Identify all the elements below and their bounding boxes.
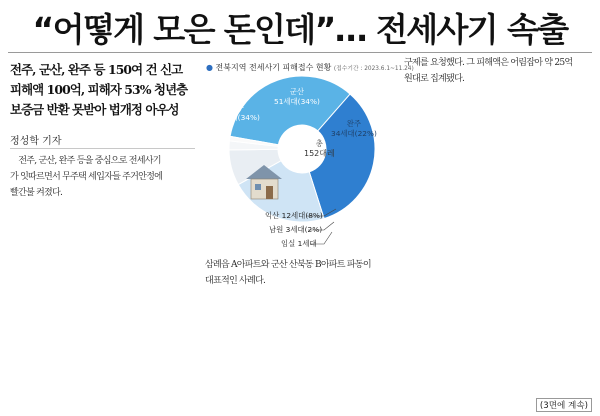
text-line: 가 잇따르면서 무주택 세입자들 주거안정에 xyxy=(10,171,163,182)
deck-line: 피해액 100억, 피해자 53% 청년층 xyxy=(10,82,188,97)
text-line: 삼례읍 A아파트와 군산 산북동 B아파트 파동이 xyxy=(205,260,371,270)
article-column-3 xyxy=(404,56,596,88)
deck-line: 보증금 반환 못받아 법개정 아우성 xyxy=(10,102,179,117)
text-line: 원대로 집계됐다. xyxy=(404,73,465,84)
slice-label-gunsan: 군산 51세대(34%) xyxy=(274,87,320,106)
bullet-icon: ● xyxy=(206,63,213,72)
chart-source: (접수기간 : 2023.6.1~11.24) xyxy=(333,66,414,72)
byline-rule xyxy=(10,148,195,149)
headline: “어떻게 모은 돈인데”… 전세사기 속출 xyxy=(32,9,568,49)
deck xyxy=(10,60,204,120)
headline-rule xyxy=(8,52,592,53)
donut-chart xyxy=(206,56,414,256)
text-line: 구제를 요청했다. 그 피해액은 어림잡아 약 25억 xyxy=(404,58,573,68)
continued-note: (3면에 계속) xyxy=(536,398,592,412)
slice-label-iksan: 익산 12세대(8%) xyxy=(265,211,323,220)
slice-label-namwon: 남원 3세대(2%) xyxy=(269,225,323,234)
text-line: 대표적인 사례다. xyxy=(205,275,266,286)
text-line: 전주, 군산, 완주 등을 중심으로 전세사기 xyxy=(10,156,161,166)
deck-line: 전주, 군산, 완주 등 150여 건 신고 xyxy=(10,62,183,77)
byline: 정성학 기자 xyxy=(10,136,62,147)
chart-title-text: 전북지역 전세사기 피해접수 현황 xyxy=(215,63,332,72)
text-line: 빨간불 켜졌다. xyxy=(10,187,63,198)
slice-label-jeonju: 전주 51세대(34%) xyxy=(214,103,260,122)
article-column-2 xyxy=(205,258,400,290)
slice-label-wanju: 완주 34세대(22%) xyxy=(331,119,377,138)
slice-label-imsil: 임실 1세대 xyxy=(281,239,317,248)
article-column-1 xyxy=(10,154,200,201)
chart-total: 총 152대레 xyxy=(304,139,335,158)
